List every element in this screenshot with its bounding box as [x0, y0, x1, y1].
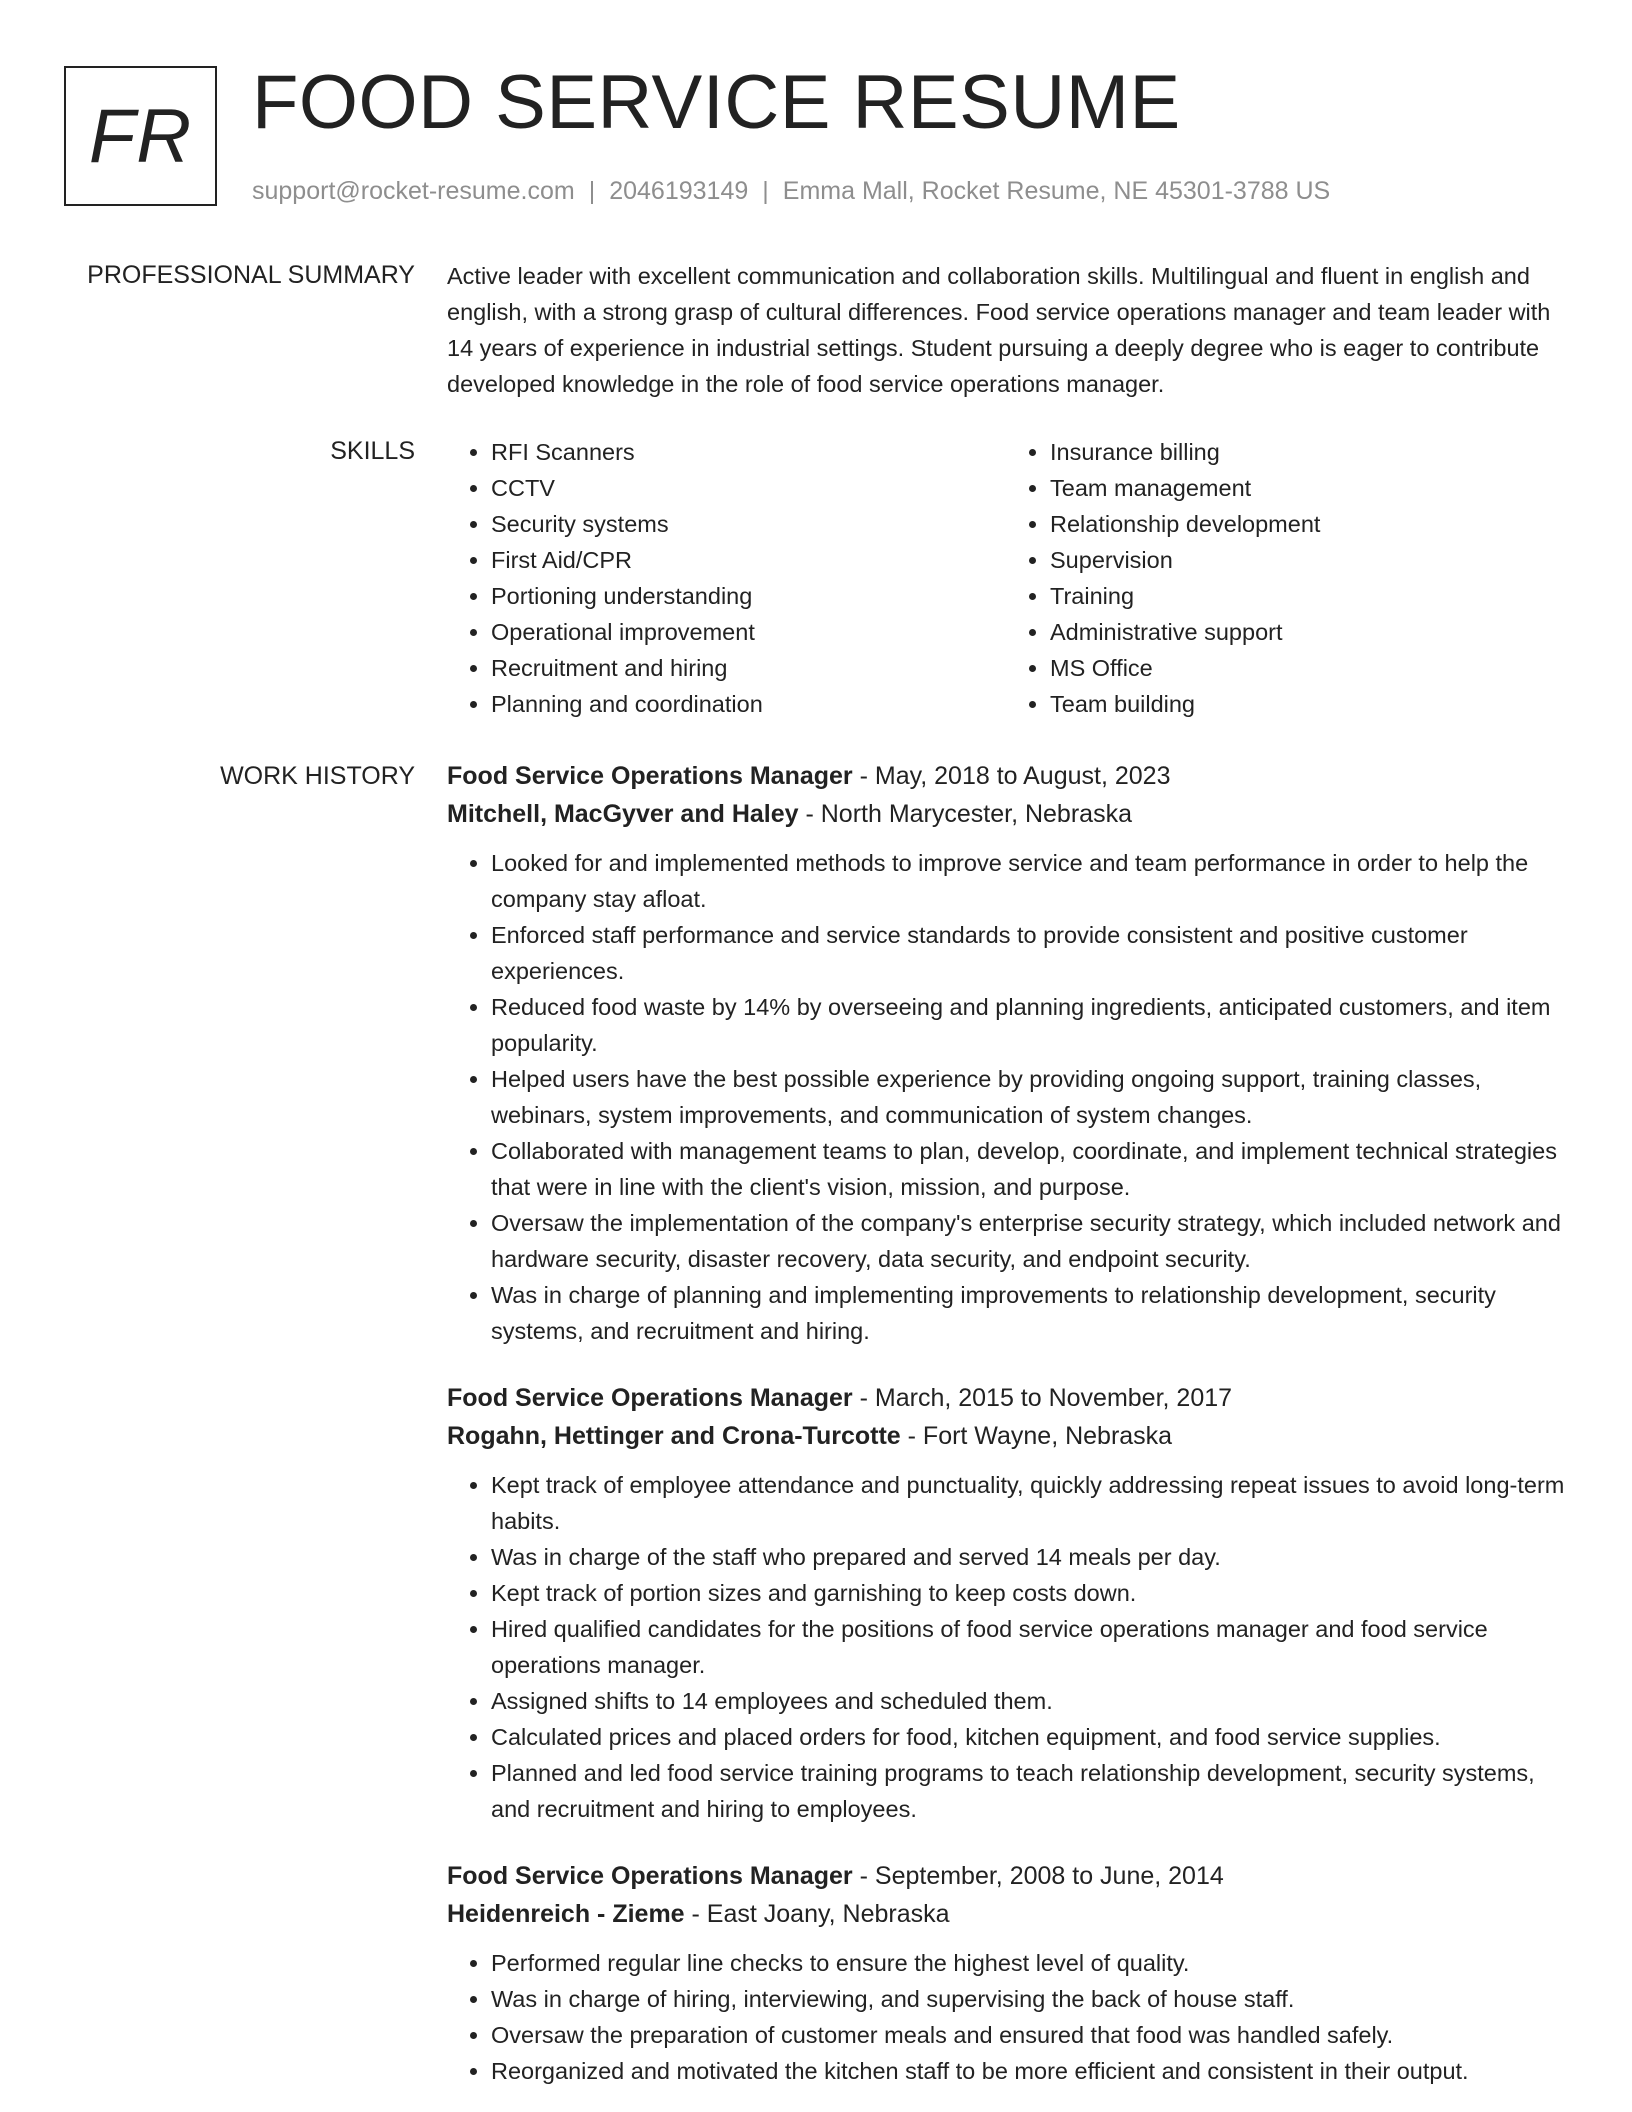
- skill-item: • Relationship development: [1050, 506, 1565, 542]
- job-bullets: [447, 1467, 1565, 1827]
- skills-columns: [447, 434, 1565, 722]
- job-bullet: • Oversaw the implementation of the company's enterprise security strategy, which included network and hardware security, disaster recovery, data security, and endpoint security.: [491, 1205, 1565, 1277]
- job-company: Mitchell, MacGyver and Haley: [447, 800, 799, 828]
- job-company: Heidenreich - Zieme: [447, 1900, 685, 1928]
- contact-separator: |: [762, 177, 769, 205]
- skill-item: • RFI Scanners: [491, 434, 1006, 470]
- skill-item: • Operational improvement: [491, 614, 1006, 650]
- job-bullets: [447, 845, 1565, 1349]
- job-bullet: • Performed regular line checks to ensure the highest level of quality.: [491, 1945, 1565, 1981]
- job-location: - East Joany, Nebraska: [684, 1900, 950, 1928]
- job-bullet: • Kept track of employee attendance and punctuality, quickly addressing repeat issues to avoid long-term habits.: [491, 1467, 1565, 1539]
- summary-section: [447, 258, 1565, 402]
- job-location: - Fort Wayne, Nebraska: [900, 1422, 1173, 1450]
- contact-email: support@rocket-resume.com: [252, 177, 575, 205]
- contact-address: Emma Mall, Rocket Resume, NE 45301-3788 US: [782, 177, 1331, 205]
- job-bullet: • Was in charge of the staff who prepared and served 14 meals per day.: [491, 1539, 1565, 1575]
- job-company-line: [447, 1417, 1565, 1455]
- job-bullet: • Assigned shifts to 14 employees and scheduled them.: [491, 1683, 1565, 1719]
- job-bullets: [447, 1945, 1565, 2089]
- job-bullet: • Hired qualified candidates for the positions of food service operations manager and food service operations manager.: [491, 1611, 1565, 1683]
- job-bullet: • Helped users have the best possible experience by providing ongoing support, training classes, webinars, system improvements, and communication of system changes.: [491, 1061, 1565, 1133]
- job-dates: - March, 2015 to November, 2017: [852, 1384, 1233, 1412]
- monogram-logo: FR: [64, 66, 217, 206]
- skill-item: • CCTV: [491, 470, 1006, 506]
- job-title: Food Service Operations Manager: [447, 1862, 853, 1890]
- job-bullet: • Looked for and implemented methods to improve service and team performance in order to help the company stay afloat.: [491, 845, 1565, 917]
- skill-item: • MS Office: [1050, 650, 1565, 686]
- job-title-line: [447, 1857, 1565, 1895]
- work-history-heading: WORK HISTORY: [220, 762, 415, 790]
- job-title: Food Service Operations Manager: [447, 762, 853, 790]
- job-entry: [447, 757, 1565, 1349]
- skills-heading: SKILLS: [330, 437, 415, 465]
- job-bullet: • Reorganized and motivated the kitchen staff to be more efficient and consistent in their output.: [491, 2053, 1565, 2089]
- job-title-line: [447, 757, 1565, 795]
- job-title-line: [447, 1379, 1565, 1417]
- skill-item: • First Aid/CPR: [491, 542, 1006, 578]
- summary-heading: PROFESSIONAL SUMMARY: [87, 261, 415, 289]
- skill-item: • Security systems: [491, 506, 1006, 542]
- work-history-section: [447, 757, 1565, 2109]
- skill-item: • Administrative support: [1050, 614, 1565, 650]
- job-bullet: • Planned and led food service training programs to teach relationship development, security systems, and recruitment and hiring to employees.: [491, 1755, 1565, 1827]
- skill-item: • Planning and coordination: [491, 686, 1006, 722]
- job-dates: - May, 2018 to August, 2023: [852, 762, 1171, 790]
- job-company: Rogahn, Hettinger and Crona-Turcotte: [447, 1422, 901, 1450]
- job-bullet: • Was in charge of hiring, interviewing, and supervising the back of house staff.: [491, 1981, 1565, 2017]
- job-entry: [447, 1379, 1565, 1827]
- job-title: Food Service Operations Manager: [447, 1384, 853, 1412]
- skill-item: • Team building: [1050, 686, 1565, 722]
- skill-item: • Supervision: [1050, 542, 1565, 578]
- contact-phone: 2046193149: [609, 177, 749, 205]
- contact-separator: |: [588, 177, 596, 205]
- skill-item: • Training: [1050, 578, 1565, 614]
- job-bullet: • Calculated prices and placed orders for food, kitchen equipment, and food service supplies.: [491, 1719, 1565, 1755]
- job-company-line: [447, 795, 1565, 833]
- job-location: - North Marycester, Nebraska: [798, 800, 1132, 828]
- skill-item: • Portioning understanding: [491, 578, 1006, 614]
- job-bullet: • Collaborated with management teams to plan, develop, coordinate, and implement technical strategies that were in line with the client's vision, mission, and purpose.: [491, 1133, 1565, 1205]
- skills-list-left: [447, 434, 1006, 722]
- summary-text: Active leader with excellent communication and collaboration skills. Multilingual and fluent in english and english, with a strong grasp of cultural differences. Food service operations manager and team leader with 14 years of experience in industrial settings. Student pursuing a deeply degree who is eager to contribute developed knowledge in the role of food service operations manager.: [447, 263, 1551, 397]
- job-bullet: • Kept track of portion sizes and garnishing to keep costs down.: [491, 1575, 1565, 1611]
- skill-item: • Recruitment and hiring: [491, 650, 1006, 686]
- job-entry: [447, 1857, 1565, 2089]
- job-bullet: • Reduced food waste by 14% by overseeing and planning ingredients, anticipated customers, and item popularity.: [491, 989, 1565, 1061]
- job-bullet: • Oversaw the preparation of customer meals and ensured that food was handled safely.: [491, 2017, 1565, 2053]
- job-dates: - September, 2008 to June, 2014: [852, 1862, 1224, 1890]
- skill-item: • Insurance billing: [1050, 434, 1565, 470]
- job-bullet: • Enforced staff performance and service standards to provide consistent and positive customer experiences.: [491, 917, 1565, 989]
- skills-section: [447, 434, 1565, 722]
- skill-item: • Team management: [1050, 470, 1565, 506]
- contact-line: [252, 174, 1330, 208]
- resume-title: FOOD SERVICE RESUME: [252, 60, 1181, 145]
- job-company-line: [447, 1895, 1565, 1933]
- job-bullet: • Was in charge of planning and implementing improvements to relationship development, security systems, and recruitment and hiring.: [491, 1277, 1565, 1349]
- skills-list-right: [1006, 434, 1565, 722]
